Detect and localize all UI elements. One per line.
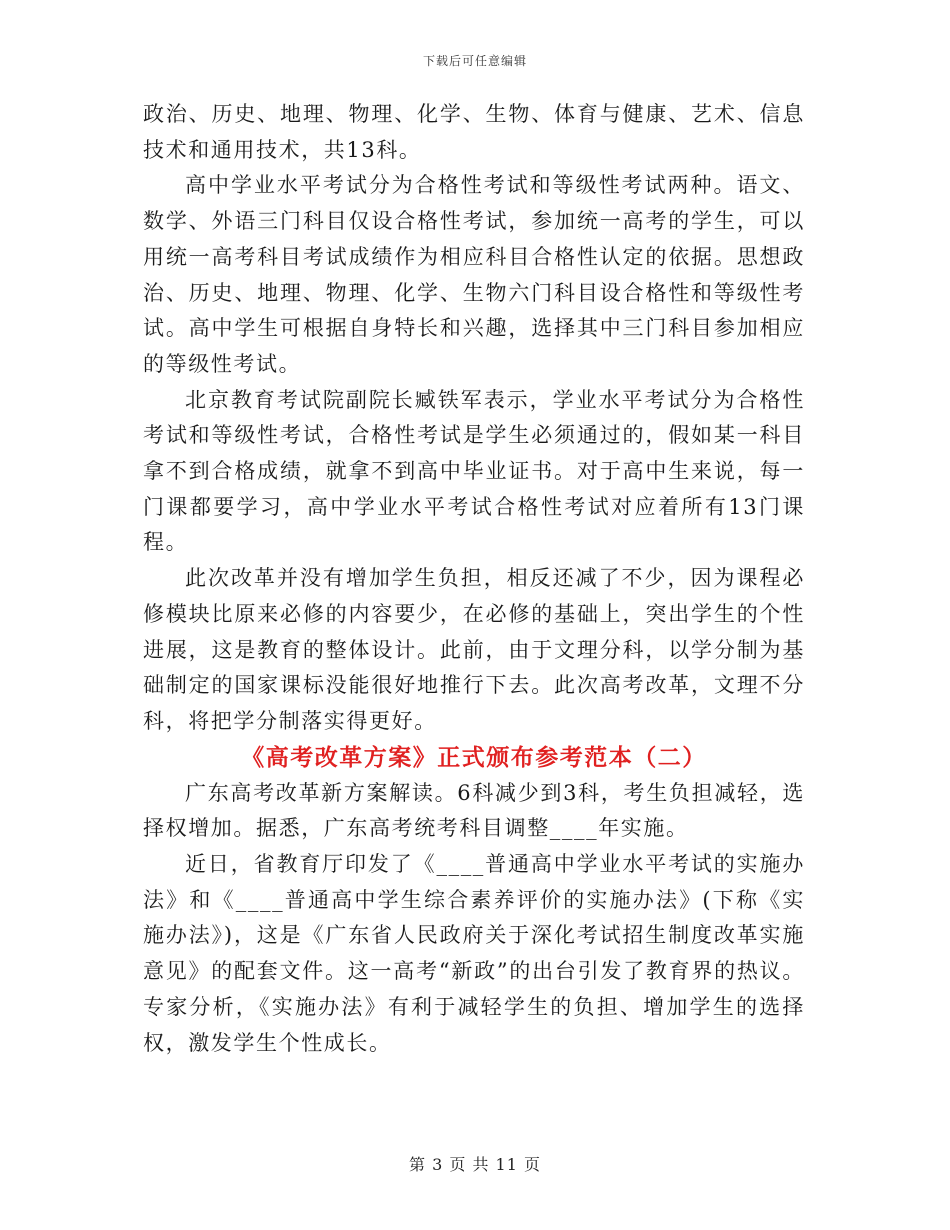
page-footer: 第 3 页 共 11 页 xyxy=(409,1155,541,1174)
paragraph-4: 此次改革并没有增加学生负担，相反还减了不少，因为课程必修模块比原来必修的内容要少，在必修的基础上，突出学生的个性进展，这是教育的整体设计。此前，由于文理分科，以学分制为基础制定的国家课标没能很好地推行下去。此次高考改革，文理不分科，将把学分制落实得更好。 xyxy=(143,566,805,733)
section-heading: 《高考改革方案》正式颁布参考范本（二） xyxy=(241,743,707,771)
page-header: 下载后可任意编辑 xyxy=(422,54,527,68)
paragraph-3: 北京教育考试院副院长臧铁军表示，学业水平考试分为合格性考试和等级性考试，合格性考试是学生必须通过的，假如某一科目拿不到合格成绩，就拿不到高中毕业证书。对于高中生来说，每一门课都要学习，高中学业水平考试合格性考试对应着所有13门课程。 xyxy=(143,387,805,555)
paragraph-2: 高中学业水平考试分为合格性考试和等级性考试两种。语文、数学、外语三门科目仅设合格性考试，参加统一高考的学生，可以用统一高考科目考试成绩作为相应科目合格性认定的依据。思想政治、历史、地理、物理、化学、生物六门科目设合格性和等级性考试。高中学生可根据自身特长和兴趣，选择其中三门科目参加相应的等级性考试。 xyxy=(143,173,805,376)
paragraph-1: 政治、历史、地理、物理、化学、生物、体育与健康、艺术、信息技术和通用技术，共13科。 xyxy=(143,102,805,162)
document-body xyxy=(143,97,805,1061)
paragraph-5: 广东高考改革新方案解读。6科减少到3科，考生负担减轻，选择权增加。据悉，广东高考统考科目调整____年实施。 xyxy=(143,780,805,841)
paragraph-6: 近日，省教育厅印发了《____普通高中学业水平考试的实施办法》和《____普通高中学生综合素养评价的实施办法》(下称《实施办法》)，这是《广东省人民政府关于深化考试招生制度改革实施意见》的配套文件。这一高考“新政”的出台引发了教育界的热议。专家分析，《实施办法》有利于减轻学生的负担、增加学生的选择权，激发学生个性成长。 xyxy=(143,852,805,1055)
